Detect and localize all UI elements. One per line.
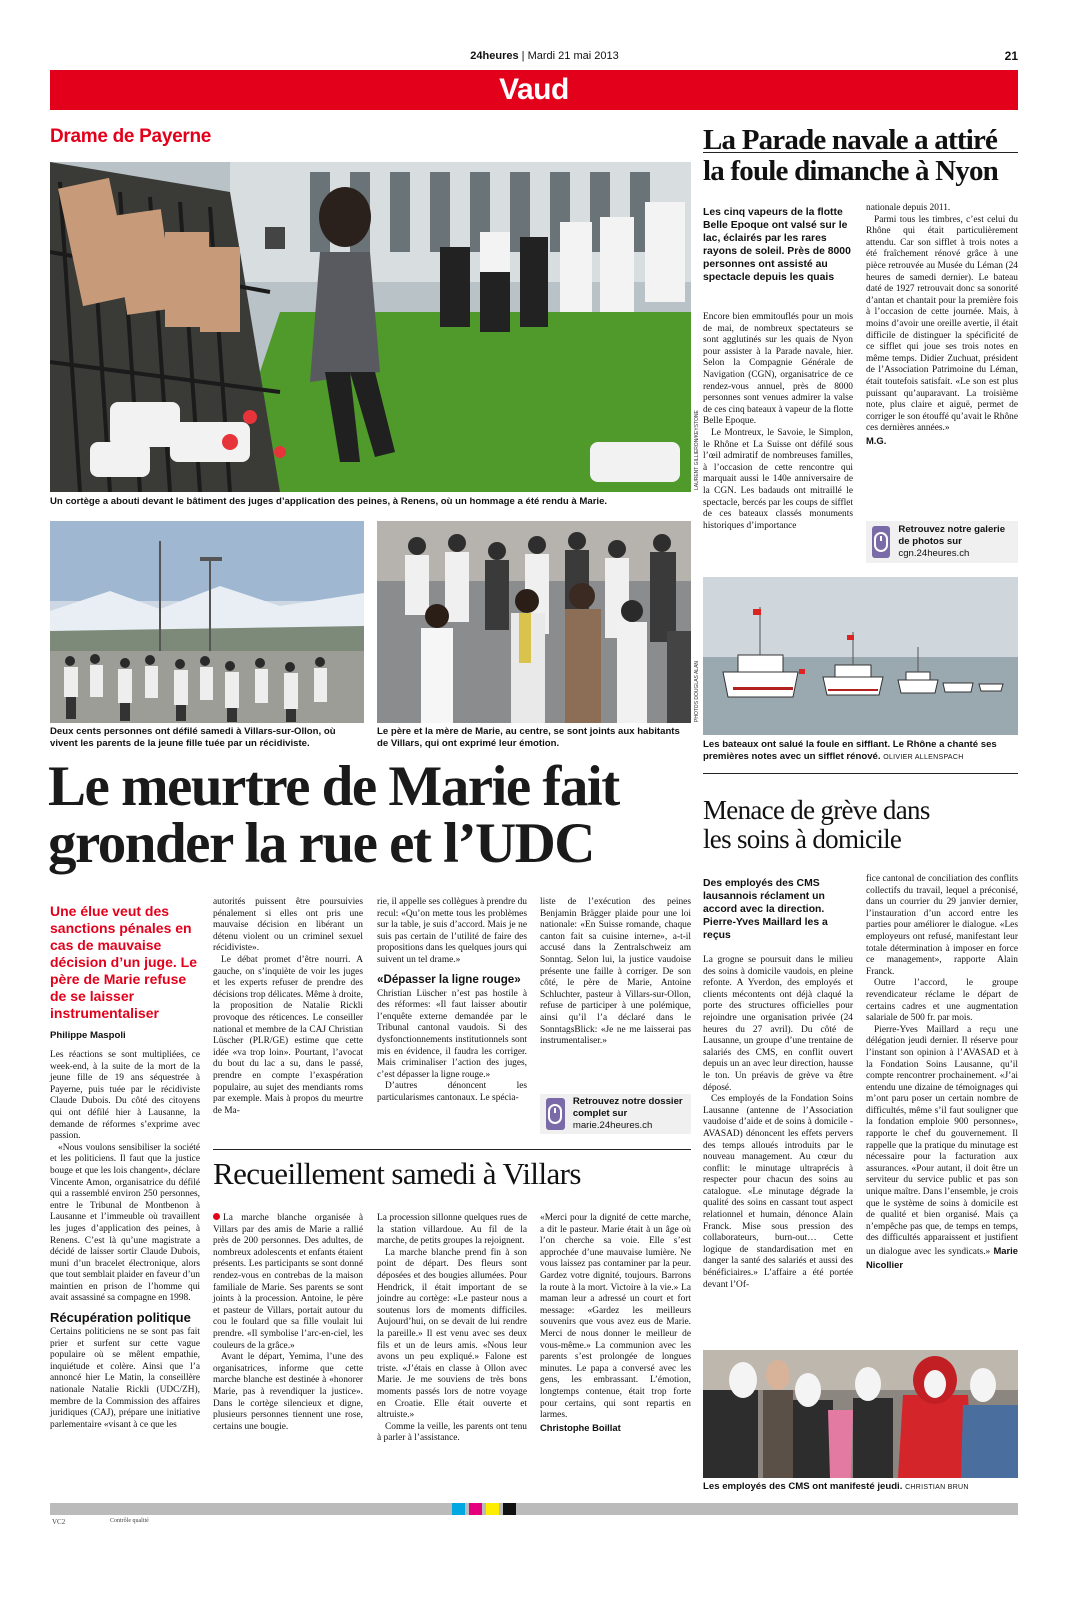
footer-bar bbox=[50, 1503, 1018, 1515]
photo-parents-credit: PHOTOS DOUGLAS ALAN bbox=[694, 660, 700, 722]
brand-name: 24heures bbox=[470, 50, 519, 62]
photo-boats-caption bbox=[703, 739, 1018, 764]
photo-cms-caption-text: Les employés des CMS ont manifesté jeudi. bbox=[703, 1481, 903, 1492]
villars-col3-paragraph: La procession sillonne quelques rues de la station villardoue. Au fil de la marche, de petits groupes la rejoignent. bbox=[377, 1213, 527, 1247]
greve-column-1 bbox=[703, 955, 853, 1291]
main-promo-box[interactable] bbox=[540, 1094, 691, 1134]
villars-col2-paragraph: Avant le départ, Yemima, l’une des organisatrices, informe que cette marche blanche est destinée à «honorer Marie, pas à revendiquer la justice». Dans le cortège silencieux et digne, plusieurs personnes tiennent une rose, certains une bougie. bbox=[213, 1352, 363, 1432]
footer-code: VC2 bbox=[52, 1518, 66, 1526]
main-col1-subhead: Récupération politique bbox=[50, 1310, 191, 1326]
nyon-paragraph: Le Montreux, le Savoie, le Simplon, le Rhône et La Suisse ont défilé sous l’œil admiratif de nombreuses familles, à l’occasion de cette rencontre qui marquait aussi le 140e anniversaire de la CGN. Les badauds ont mitraillé le spectacle, bercés par les coups de sifflet de ces bateaux classés monuments historiques d’importance bbox=[703, 427, 853, 531]
villars-col4-paragraph: «Merci pour la dignité de cette marche, a dit le pasteur. Marie était à un âge où l’on cherche sa voie. Elle s’est approchée d’une mauvaise lumière. Ne vous laissez pas contaminer par la peur. Gardez votre dignité, toujours. Barrons la route à la mort. Victoire à la vie.» La maman leur a adressé un court et fort message: «Gardez les meilleurs souvenirs que vous avez eus de Marie. Merci de nous donner le meilleur de vous-même.» La communion avec les parents s’est prolongée de longues minutes. Le papa a conversé avec les gens, les embrassant. L’émotion, longtemps contenue, était trop forte pour certains, qui sont repartis en larmes. bbox=[540, 1213, 691, 1421]
issue-date: Mardi 21 mai 2013 bbox=[527, 50, 619, 62]
main-col3-paragraph: Christian Lüscher n’est pas hostile à des réformes: «Il faut laisser aboutir l’enquête externe demandée par le Tribunal cantonal vaudois. Si des dysfonctionnements institutionnels sont mis en évidence, il faudra les corriger. Mais criminaliser l’action des juges, c’est dépasser la ligne rouge.» bbox=[377, 988, 527, 1080]
main-column-4 bbox=[540, 897, 691, 1048]
greve-column-2 bbox=[866, 874, 1018, 1272]
masthead: 24heures | Mardi 21 mai 2013 bbox=[470, 50, 619, 62]
greve-paragraph: Ces employés de la Fondation Soins Lausanne (antenne de l’Association vaudoise d’aide et de soins à domicile - AVASAD) dénoncent les effets pervers des temps alloués introduits par le nouveau management. Au cœur du conflit: le minutage ultraprécis à respecter pour chacun des soins au catalogue. «Le minutage dégrade la qualité des soins en cassant tout aspect relationnel et humain, dénonce Alain Franck. Mise sous pression des collaborateurs, burn-out… Cette logique de standardisation met en danger la santé des salariés et aussi des bénéficiaires.» L’affaire a été portée devant l’Of- bbox=[703, 1094, 853, 1290]
greve-lead: Des employés des CMS lausannois réclament un accord avec la direction. Pierre-Yves Maillard les a reçus bbox=[703, 878, 828, 941]
greve-author: Marie Nicollier bbox=[866, 1245, 1018, 1270]
photo-boats-caption-text: Les bateaux ont salué la foule en sifflant. Le Rhône a chanté ses premières notes avec un sifflet rénové. bbox=[703, 739, 997, 762]
bullet-dot-icon bbox=[213, 1213, 220, 1220]
villars-column-3 bbox=[377, 1213, 527, 1445]
main-promo-title: Retrouvez notre dossier complet sur bbox=[572, 1096, 683, 1119]
greve-rule bbox=[703, 773, 1018, 774]
main-column-2 bbox=[213, 897, 363, 1117]
main-headline-line2: gronder la rue et l’UDC bbox=[48, 812, 594, 875]
main-col3-paragraph: D’autres dénoncent les particularismes cantonaux. Le spécia- bbox=[377, 1081, 527, 1103]
nyon-promo-link[interactable]: cgn.24heures.ch bbox=[898, 548, 970, 559]
photo-memorial bbox=[50, 162, 691, 492]
photo-memorial-caption: Un cortège a abouti devant le bâtiment des juges d’application des peines, à Renens, où un hommage a été rendu à Marie. bbox=[50, 496, 608, 507]
main-promo-link[interactable]: marie.24heures.ch bbox=[572, 1120, 653, 1131]
main-column-1 bbox=[50, 1050, 200, 1431]
villars-headline: Recueillement samedi à Villars bbox=[213, 1156, 581, 1191]
villars-col1-paragraph: La marche blanche organisée à Villars par des amis de Marie a rallié près de 200 personnes. Des adultes, de nombreux adolescents et enfants étaient présents. Les participants se sont donné rendez-vous en contrebas de la maison familiale de Marie. Ses parents se sont joints à la procession. Antoine, le père et pasteur de Villars, portait autour du cou le foulard que sa fille voulait lui prendre. «Il symbolise l’arc-en-ciel, les couleurs de la grâce.» bbox=[213, 1213, 363, 1351]
photo-villars-march-caption: Deux cents personnes ont défilé samedi à Villars-sur-Ollon, où vivent les parents de la jeune fille tuée par un récidiviste. bbox=[50, 726, 336, 749]
greve-paragraph: La grogne se poursuit dans le milieu des soins à domicile vaudois, en pleine refonte. A Yverdon, des employés et clients mécontents ont déjà claqué la porte des structures officielles pour rejoindre une organisation privée (24 heures du 27 avril). Du côté de Lausanne, un groupe d’une trentaine de salariés des CMS, en conflit ouvert depuis un an avec leur direction, hausse le ton. Un préavis de grève va être déposé. bbox=[703, 955, 853, 1093]
swatch-cyan bbox=[452, 1503, 465, 1515]
greve-headline-line1: Menace de grève dans bbox=[703, 795, 930, 825]
kicker: Drame de Payerne bbox=[50, 126, 212, 147]
mouse-icon bbox=[872, 526, 890, 558]
greve-paragraph: Pierre-Yves Maillard a reçu une délégation jeudi dernier. Il réserve pour l’instant son opinion à l’AVASAD et à la Fondation Soins Lausanne, qu’il compte rencontrer prochainement. «J’ai entendu une dizaine de témoignages qui m’ont paru poser un certain nombre de difficultés, même s’il faut souligner que la fondation emploie 900 personnes», rapporte le chef du gouvernement. Il rappelle que la pratique du minutage est nécessaire pour la facturation aux assurances. «Pour autant, il doit être un serviteur du service public et pas son unique maître. Dans l’ensemble, je crois que le système de soins à domicile est de qualité et bien organisé. Mais ça n’empêche pas que, de temps en temps, des difficultés apparaissent et justifient un dialogue avec les syndicats.» bbox=[866, 1024, 1018, 1257]
photo-boats bbox=[703, 577, 1018, 735]
main-col3-paragraph: rie, il appelle ses collègues à prendre du recul: «Qu’on mette tous les problèmes sur la table, je suis d’accord. Mais je ne suis pas certain de l’utilité de faire des propositions dans les quelques jours qui suivent un tel drame.» bbox=[377, 897, 527, 965]
nyon-paragraph: Encore bien emmitouflés pour un mois de mai, de nombreux spectateurs se sont agglutinés sur les quais de Nyon pour assister à la Parade navale, hier. Selon la Compagnie Générale de Navigation (CGN), organisatrice de ce rendez-vous annuel, près de 8000 personnes sont venues admirer la valse de ces cinq bateaux à vapeur de la flotte Belle Epoque. bbox=[703, 312, 853, 427]
photo-cms-protest bbox=[703, 1350, 1018, 1478]
main-col4-paragraph: liste de l’exécution des peines Benjamin Brägger plaide pour une loi nationale: «En Suisse romande, chaque canton fait sa cuisine interne», a-t-il accusé dans la Zentralschweiz am Sonntag. Selon lui, la justice vaudoise présente une faille à corriger. De son côté, le père de Marie, Antoine Schluchter, pasteur à Villars-sur-Ollon, refuse de participer à une polémique, ainsi qu’il l’a déclaré dans le SonntagsBlick: «Je ne me laisserai pas instrumentaliser.» bbox=[540, 897, 691, 1047]
main-col1-paragraph: Certains politiciens ne se sont pas fait prier et surfent sur cette vague populaire où se mêlent empathie, inquiétude et colère. Ainsi que l’a annoncé hier Le Matin, la conseillère nationale Natalie Rickli (UDC/ZH), membre de la Commission des affaires juridiques (CAJ), prépare une initiative parlementaire «visant à ce que les bbox=[50, 1327, 200, 1430]
main-col2-paragraph: autorités puissent être poursuivies pénalement si elles ont pris une mauvaise décision en libérant un détenu violent ou un criminel sexuel récidiviste». bbox=[213, 897, 363, 954]
villars-col3-paragraph: Comme la veille, les parents ont tenu à parler à l’assistance. bbox=[377, 1421, 527, 1444]
swatch-yellow bbox=[486, 1503, 499, 1515]
main-col1-paragraph: Les réactions se sont multipliées, ce week-end, à la suite de la mort de la jeune fille de 19 ans séquestrée à Payerne, puis tuée par le récidiviste Claude Dubois. Du côté des citoyens qui ont défilé hier à Lausanne, la demande de réformes s’exprime avec passion. bbox=[50, 1050, 200, 1142]
main-lead: Une élue veut des sanctions pénales en cas de mauvaise décision d’un juge. Le père de Marie refuse de se laisser instrumentaliser bbox=[50, 903, 198, 1021]
villars-col3-paragraph: La marche blanche prend fin à son point de départ. Des fleurs sont déposées et des bougies allumées. Pour Hendrick, il était important de se joindre au cortège: «Le pasteur nous a soutenus lors de moments difficiles. Aujourd’hui, on se devait de lui rendre la pareille.» Il est venu avec ses deux fils et un de leurs amis. «Nous leur avons un peu expliqué.» Falone est triste. «J’étais en classe à Ollon avec Marie. Je me souviens de très bons moments passés lors de notre voyage en Croatie. Elle était ouverte et altruiste.» bbox=[377, 1247, 527, 1421]
greve-headline bbox=[703, 796, 1018, 854]
mouse-icon bbox=[546, 1098, 565, 1130]
villars-rule bbox=[213, 1149, 691, 1150]
photo-parents bbox=[377, 521, 691, 723]
photo-cms-caption bbox=[703, 1481, 1018, 1494]
nyon-lead: Les cinq vapeurs de la flotte Belle Epoque ont valsé sur le lac, éclairés par les rares rayons de soleil. Près de 8000 personnes ont assisté au spectacle depuis les quais bbox=[703, 207, 851, 283]
nyon-promo-box[interactable] bbox=[866, 521, 1018, 563]
main-headline bbox=[48, 755, 698, 875]
photo-boats-credit: OLIVIER ALLENSPACH bbox=[883, 754, 964, 761]
greve-headline-line2: les soins à domicile bbox=[703, 824, 902, 854]
footer-label: Contrôle qualité bbox=[110, 1518, 149, 1524]
photo-memorial-credit: LAURENT GILLIERON/KEYSTONE bbox=[694, 410, 700, 490]
nyon-paragraph: nationale depuis 2011. bbox=[866, 203, 951, 213]
greve-paragraph: fice cantonal de conciliation des conflits collectifs du travail, lequel a préconisé, dans un courrier du 29 janvier dernier, l’instauration d’un accord entre les parties pour améliorer le dialogue. «Les employeurs ont refusé, manifestant leur totale détermination à imposer en force ce management», rapporte Alain Franck. bbox=[866, 874, 1018, 977]
page-number: 21 bbox=[1004, 49, 1018, 63]
photo-villars-march bbox=[50, 521, 364, 723]
nyon-headline bbox=[703, 125, 1018, 187]
villars-column-1 bbox=[213, 1213, 363, 1433]
photo-cms-credit: CHRISTIAN BRUN bbox=[905, 1484, 969, 1491]
main-col2-paragraph: Le débat promet d’être nourri. A gauche, on s’inquiète de voir les juges et les experts refuser de prendre des décisions trop délicates. Même à droite, la proposition de Natalie Rickli provoque des réticences. Le conseiller national et membre de la CAJ Christian Lüscher (PLR/GE) estime que cette idée «va trop loin». Pourtant, l’avocat du bout du lac a su, dans le passé, prendre en compte l’exaspération populaire, au sujet des mendiants roms par exemple. Mais à propos du meurtre de Ma- bbox=[213, 954, 363, 1116]
main-headline-line1: Le meurtre de Marie fait bbox=[48, 755, 619, 818]
swatch-black bbox=[503, 1503, 516, 1515]
villars-author: Christophe Boillat bbox=[540, 1421, 621, 1433]
nyon-headline-line1: La Parade navale a attiré bbox=[703, 124, 998, 156]
main-column-3 bbox=[377, 897, 527, 1105]
photo-parents-caption: Le père et la mère de Marie, au centre, se sont joints aux habitants de Villars, qui ont exprimé leur émotion. bbox=[377, 726, 680, 749]
main-col3-subhead: «Dépasser la ligne rouge» bbox=[377, 972, 521, 986]
section-banner bbox=[50, 70, 1018, 110]
nyon-headline-line2: la foule dimanche à Nyon bbox=[703, 155, 998, 187]
nyon-author: M.G. bbox=[866, 434, 887, 446]
color-registration-bar bbox=[452, 1503, 516, 1515]
nyon-column-1 bbox=[703, 312, 853, 532]
swatch-magenta bbox=[469, 1503, 482, 1515]
nyon-paragraph: Parmi tous les timbres, c’est celui du Rhône qui était particulièrement attendu. Car son sifflet à trois notes a été fraîchement rénové grâce à une pièce retrouvée au Musée du Léman (24 heures de samedi dernier). Le bateau daté de 1927 retrouvait donc sa sonorité d’antan et chantait pour la première fois à l’occasion de cette journée. Mais, à moins d’avoir une oreille avertie, il était difficile de distinguer la spécificité de ce sifflet qui joue ses trois notes en même temps. Didier Zuchuat, président de l’Association Patrimoine du Léman, était toutefois satisfait. «Le son est plus puissant qu’auparavant. La troisième note, plus claire et aiguë, permet de corriger le son étouffé qu’avait le Rhône ces dernières années.» bbox=[866, 214, 1018, 434]
greve-paragraph: Outre l’accord, le groupe revendicateur réclame le départ de certains cadres et une augmentation salariale de 500 fr. par mois. bbox=[866, 978, 1018, 1024]
main-col1-paragraph: «Nous voulons sensibiliser la société et les politiciens. Il faut que la justice bouge et que les lois changent», déclare Vincente Amon, organisatrice du défilé qui a rassemblé environ 250 personnes, entre le Tribunal de Montbenon à Lausanne et l’immeuble où travaillent les juges d’application des peines, à Renens. C’est là qu’une magistrate a décidé de laisser sortir Claude Dubois, muni d’un bracelet électronique, alors que tout semblait plaider en faveur d’un maintien en prison de l’homme qui avait assassiné sa compagne en 1998. bbox=[50, 1142, 200, 1304]
nyon-column-2 bbox=[866, 203, 1018, 446]
section-title: Vaud bbox=[499, 73, 569, 106]
villars-column-4 bbox=[540, 1213, 691, 1433]
nyon-promo-title: Retrouvez notre galerie de photos sur bbox=[898, 524, 1006, 547]
main-author: Philippe Maspoli bbox=[50, 1030, 126, 1041]
